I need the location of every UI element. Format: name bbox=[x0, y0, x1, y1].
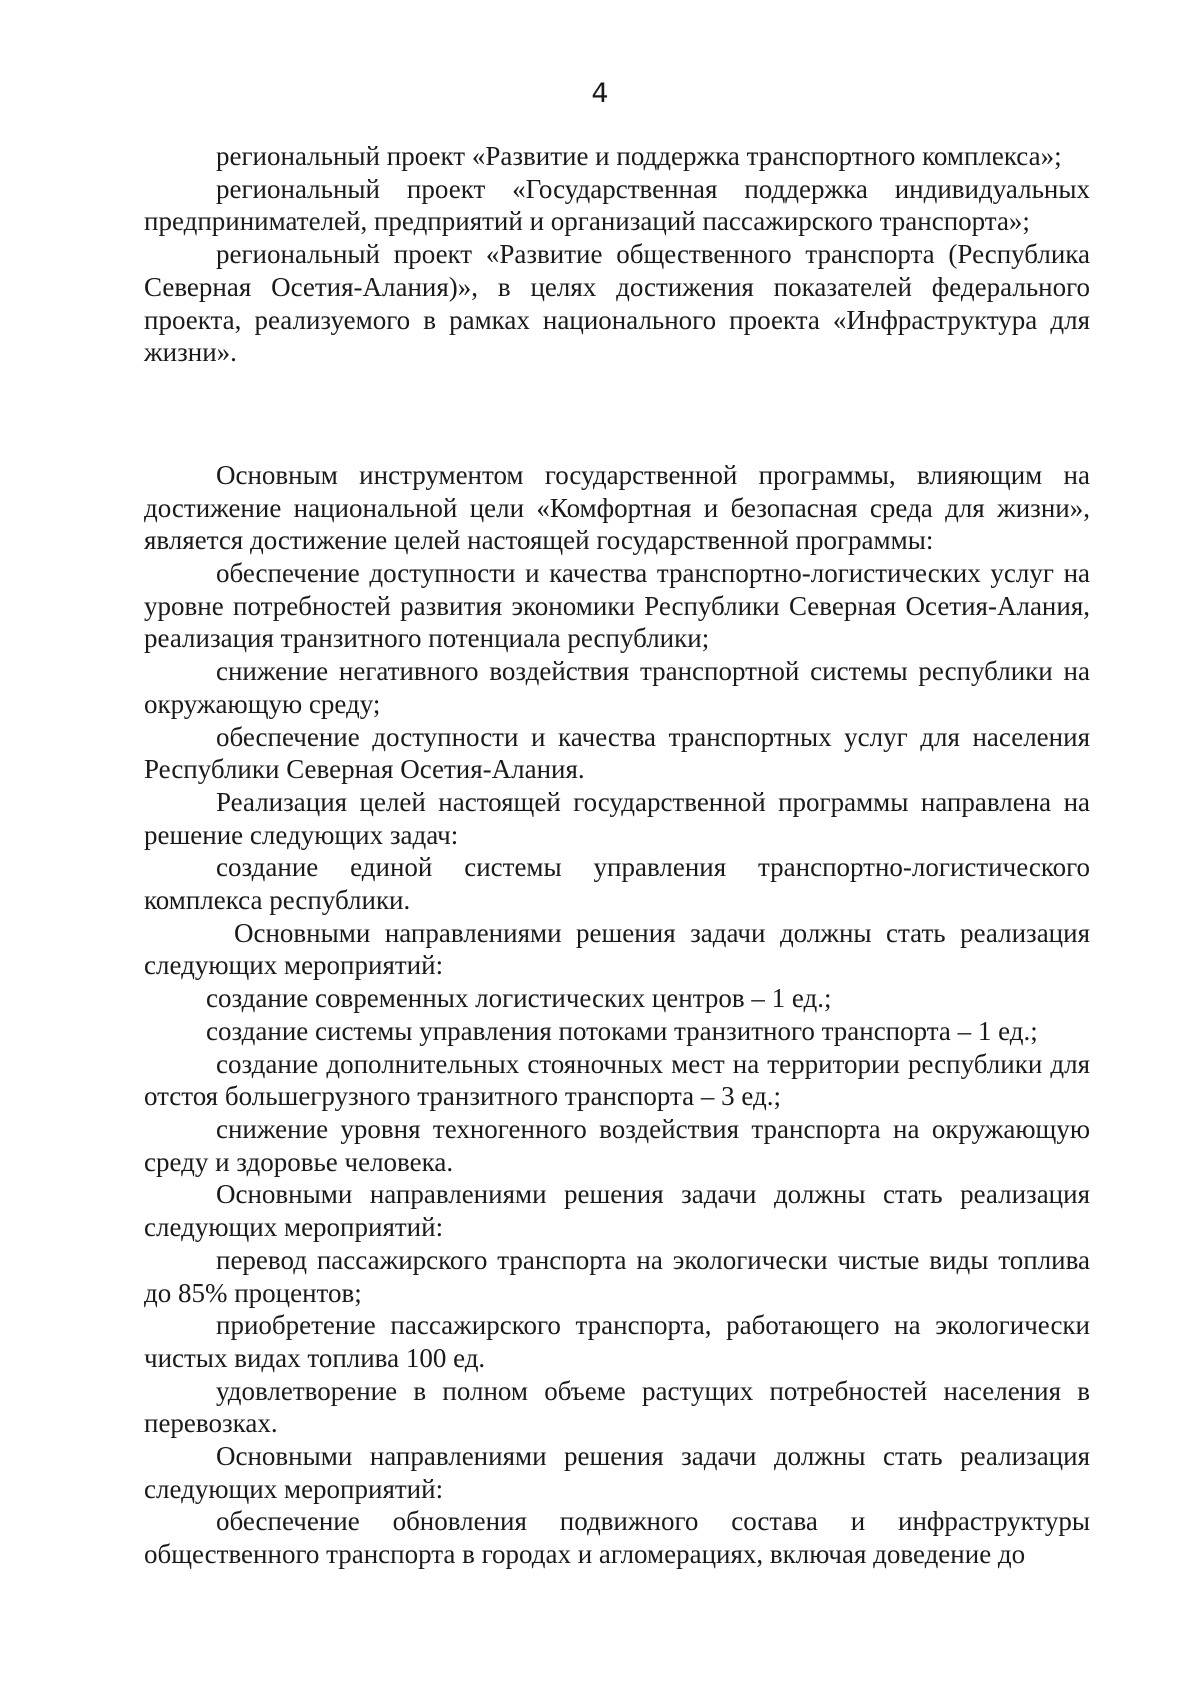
paragraph: Основными направлениями решения задачи должны стать реализация следующих мероприятий: bbox=[144, 917, 1090, 981]
paragraph: снижение негативного воздействия транспортной системы республики на окружающую среду; bbox=[144, 656, 1090, 719]
paragraph: создание единой системы управления транспортно-логистического комплекса республики. bbox=[144, 852, 1090, 916]
paragraph: региональный проект «Развитие общественного транспорта (Республика Северная Осетия-Алания)», в целях достижения показателей федерального проекта, реализуемого в рамках национального проекта «Инфраструктура для жизни». bbox=[144, 239, 1090, 368]
paragraph: обеспечение доступности и качества транспортно-логистических услуг на уровне потребностей развития экономики Республики Северная Осетия-Алания, реализация транзитного потенциала республики; bbox=[144, 558, 1090, 654]
paragraph: Основными направлениями решения задачи должны стать реализация следующих мероприятий: bbox=[144, 1179, 1090, 1243]
list-item: удовлетворение в полном объеме растущих потребностей населения в перевозках. bbox=[144, 1375, 1090, 1439]
paragraph: обеспечение доступности и качества транспортных услуг для населения Республики Северная Осетия-Алания. bbox=[144, 721, 1090, 785]
paragraph: Основными направлениями решения задачи должны стать реализация следующих мероприятий: bbox=[144, 1441, 1090, 1504]
list-item: приобретение пассажирского транспорта, работающего на экологически чистых видах топлива 100 ед. bbox=[144, 1310, 1090, 1373]
list-item: создание дополнительных стояночных мест на территории республики для отстоя большегрузного транзитного транспорта – 3 ед.; bbox=[144, 1048, 1090, 1112]
page-number: 4 bbox=[591, 78, 609, 109]
paragraph: Основным инструментом государственной программы, влияющим на достижение национальной цели «Комфортная и безопасная среда для жизни», является достижение целей настоящей государственной программы: bbox=[144, 459, 1090, 556]
paragraph: региональный проект «Развитие и поддержка транспортного комплекса»; bbox=[216, 141, 1062, 171]
document-body bbox=[144, 140, 1090, 1571]
paragraph: Реализация целей настоящей государственной программы направлена на решение следующих задач: bbox=[144, 786, 1090, 850]
paragraph: региональный проект «Государственная поддержка индивидуальных предпринимателей, предприятий и организаций пассажирского транспорта»; bbox=[144, 173, 1090, 237]
section-gap bbox=[144, 369, 1090, 459]
list-item: перевод пассажирского транспорта на экологически чистые виды топлива до 85% процентов; bbox=[144, 1244, 1090, 1308]
list-item: создание современных логистических центров – 1 ед.; bbox=[206, 983, 832, 1014]
list-item: создание системы управления потоками транзитного транспорта – 1 ед.; bbox=[206, 1015, 1038, 1046]
list-item: обеспечение обновления подвижного состава и инфраструктуры общественного транспорта в городах и агломерациях, включая доведение до bbox=[144, 1506, 1090, 1570]
list-item: снижение уровня техногенного воздействия транспорта на окружающую среду и здоровье человека. bbox=[144, 1113, 1090, 1177]
